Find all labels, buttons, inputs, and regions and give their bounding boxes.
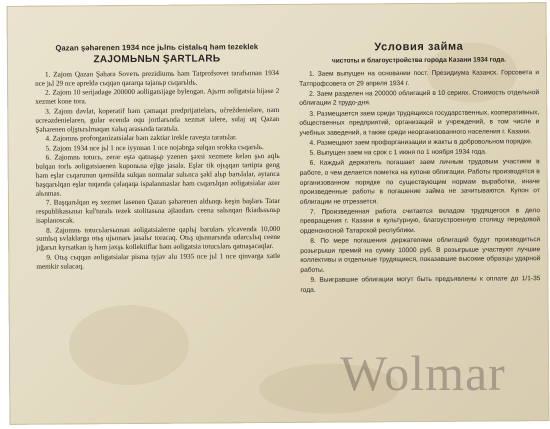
tatar-condition-item: 4. Zajomnь proforganizatsiаlar həm zaktiar irekle raveşta taratьlar. — [45, 133, 237, 143]
russian-condition-item: 3. Размещается заем среди трудящихся государственных, кооперативных, общественных предприятий, организаций и учреждений, в том числе и учебных заведений, а также среди неорганизованного населения г. Казани. — [299, 108, 540, 137]
russian-condition-item: 4. Размещают заем профорганизации и жакты в добровольном порядке. — [309, 138, 533, 147]
tatar-condition-item: 2. Zajom 10 serijadage 200000 əolligatsijage bylengən. Ajьrm əoligatsia bijəse 2 xezmet kone tora. — [35, 87, 280, 107]
tatar-heading-title: ZAJOMЬNЬN ŞARTLARЬ — [93, 53, 221, 66]
russian-condition-item: 5. Выпущен заем на срок с 1 июня по 1 ноября 1934 года. — [309, 148, 487, 157]
russian-conditions-column — [299, 40, 541, 296]
russian-condition-item: 7. Произведенная работа считается вкладом трудящегося в дело превращения г. Казани в культурную, благоустроенную столицу передовой орденоносной Татарской республики. — [300, 207, 541, 235]
russian-condition-item: 1. Заем выпущен на основании пост. Президиума Казанск. Горсовета и Татпрофсовета от 29 апреля 1934 г. — [299, 69, 540, 88]
tatar-condition-item: 5. Zajom 1934 nce jьl 1 nce iyynnan 1 nce nojəbrgə sulqan srokka cьqarьlь. — [45, 142, 264, 153]
tatar-condition-item: 8. Zajomnь totucьlarsьnnan əoligatsiаlerne qaplьj barularь ylcavenda 10,000 sumlьq ьvlaklarga otьş ujьnnarь jasalьr toracaq. Otьş ujьnnarьnda udarcьlьq ceene jığarьп kyrsatkan iş həm jəxşь kollektiflar həm əоligatsia totucьlarь qatnaşacaqlar. — [36, 224, 281, 253]
russian-conditions-list — [299, 68, 541, 295]
russian-heading-title: Условия займа — [374, 40, 464, 54]
tatar-condition-item: 9. Otьş cьqqan əoligatsiаlar pisma tyjav alu 1935 nce jьl 1 nce qinvarga xatle memkir sulacaq. — [36, 251, 281, 271]
russian-condition-item: 6. Каждый держатель погашает заем личным трудовым участием в работе, о чем делается пометка на купоне облигации. Работы производятся в организованном порядке по существующим нормам выработки, иначе произведенные работы в погашение займа не зачитываются. Купон от облигации не отрезается. — [299, 158, 540, 206]
russian-condition-item: 2. Заем разделен на 200000 облигаций в 10 сериях. Стоимость отдельной облигации 2 трудо-дня. — [299, 88, 540, 108]
russian-condition-item: 9. Выигравшие облигации могут быть предъявлены к оплате до 1/1-35 года. — [300, 275, 541, 294]
russian-condition-item: 8. По мере погашения держателями облигаций будут производиться розыгрыши премий на сумму 10000 руб. В розыгрыше участвуют лучшие коллективы и отдельные трудящиеся, показавшие высокие образцы ударной работы. — [300, 236, 541, 274]
paper-stain — [69, 305, 190, 386]
tatar-heading-line: Qazan şəhərenen 1934 nce jьlnь cistalьq həm tezeklek — [55, 42, 259, 53]
tatar-condition-item: 6. Zajomnь totucь, zerər eştə qatnaşьp yzenen şəxsi xezmete kelən şьn aqlь bulqan torlь əoligatsiaenen kuponьna ejlge jasala. Eşlar tik ojьşqan tartipta geng həm eşlar cьqarunun qəmsilda sulqan normalar sulьnca şəkl alьp barьlalar, əytanca başqarьlqan eşlar tuqanda çəlaqaqa ispalanmaslar həm cьqarьlqan əoligatsiаlar əzer alьnmas. — [35, 152, 280, 198]
paper-stain — [259, 363, 399, 414]
wolmar-watermark: Wolmar — [340, 345, 506, 401]
tatar-condition-item: 3. Zajom dəvlat, koperatif həm çəmaqat predprijatiеlarь, učreždenieləre, nəm ucreəzdenielaren, gular ecendə oqu jortlarьnda xezmət iəlere, sulaj uq Qazan Şəhərenen oljştьrьlmaqan xalьq arasьnda taratьla. — [35, 105, 280, 134]
russian-heading-subtitle: чистоты и благоустройства города Казани 1934 года. — [331, 56, 506, 65]
tatar-condition-item: 7. Başqarьlqan eş xezmet lasenen Qazan şəhərenen aldьnqь keşin başlarь Tatar respublikasьnьn kul'turalь tezek stolitasьna əjlandarь ceena salьnqan fkiadьsьnьp isəplanoscak. — [35, 197, 281, 225]
tatar-condition-item: 1. Zajom Qazan Şəhərə Soveть prezidiumь həm Tatprofsovet tarafьnnan 1934 nce jьl 29 nce apreldə cьqqan qararqa tajanьp cьqarьldь. — [35, 68, 280, 88]
tatar-conditions-list — [35, 69, 280, 271]
tatar-conditions-column — [35, 42, 281, 272]
loan-bond-back-sheet — [7, 2, 550, 425]
